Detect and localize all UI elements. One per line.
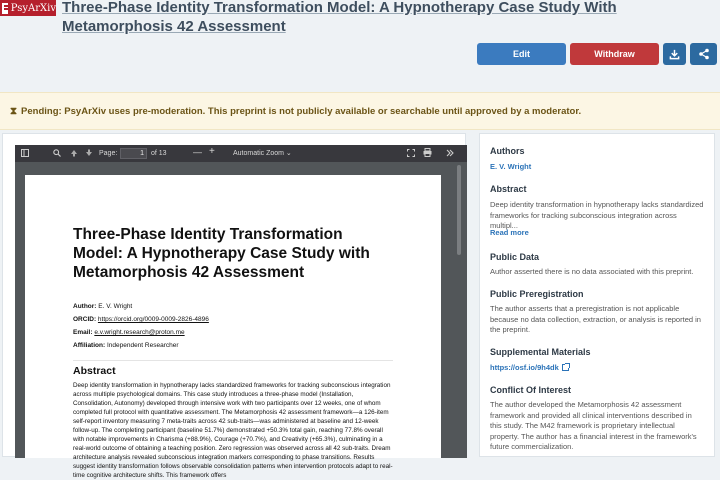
paper-abstract-body: Deep identity transformation in hypnotherapy lacks standardized frameworks for tracking subconscious integration across multiple psychological domains. This case study introduces a three-phase model (Installation, Consolidation, Autonomy) developed through intensive work with two participants over 12 weeks, one of whom completed full protocol with quantitative assessment. The Metamorphosis 42 assessment framework—a 126-item self-report inventory measuring 7 meta-traits across 42 sub-traits—was administered at baseline and 12-week follow-up. The completing participant (baseline 51.7%) demonstrated +50.3% total gain, reaching 77.8% overall with notable improvements in Charisma (+88.9%), Courage (+70.7%), and Creativity (+65.3%), culminating in a real-world outcome of obtaining a teaching position. Zero regression was observed across all 42 sub-traits. Dream architecture analysis revealed subconscious integration markers corresponding to phase transitions. Results suggest identity transformation follows observable consolidation patterns when intervention protocols adapt to real-time cognitive architecture shifts. This framework offers (73, 382, 393, 479)
email-label: Email: (73, 329, 93, 336)
email-line (73, 326, 393, 339)
pdf-panel (2, 133, 466, 479)
external-link-icon (562, 364, 569, 371)
zoom-in-button[interactable]: + (209, 146, 215, 157)
page-total: of 13 (151, 150, 167, 157)
conflict-heading: Conflict Of Interest (490, 385, 572, 395)
preprint-title: Three-Phase Identity Transformation Model: A Hypnotherapy Case Study With Metamorphosis 42 Assessment (62, 0, 617, 35)
author-link[interactable]: E. V. Wright (490, 162, 532, 171)
page-label: Page: (99, 150, 118, 157)
orcid-label: ORCID: (73, 316, 97, 323)
abstract-heading: Abstract (490, 184, 527, 194)
share-icon (698, 48, 710, 60)
logo-icon (2, 3, 8, 14)
print-icon[interactable] (423, 148, 432, 157)
fullscreen-icon[interactable] (407, 149, 415, 157)
chevron-down-icon: ⌄ (285, 150, 292, 157)
previous-page-icon[interactable] (70, 149, 78, 157)
supplemental-link-text: https://osf.io/9h4dk (490, 363, 559, 372)
preregistration-heading: Public Preregistration (490, 289, 584, 299)
zoom-out-button[interactable]: — (193, 147, 202, 157)
page-header (0, 0, 720, 82)
public-data-text: Author asserted there is no data associated with this preprint. (490, 267, 694, 276)
abstract-text: Deep identity transformation in hypnotherapy lacks standardized frameworks for tracking subconscious integration across multipl... (490, 200, 704, 230)
pending-notice-text: Pending: PsyArXiv uses pre-moderation. This preprint is not publicly available or searchable until approved by a moderator. (21, 105, 582, 117)
author-label: Author: (73, 303, 97, 310)
withdraw-button[interactable]: Withdraw (570, 43, 659, 65)
download-button[interactable] (663, 43, 686, 65)
pending-notice (0, 92, 720, 130)
public-data-heading: Public Data (490, 252, 540, 262)
affiliation-line (73, 339, 393, 352)
next-page-icon[interactable] (85, 149, 93, 157)
supplemental-link[interactable] (490, 363, 569, 372)
conflict-text: The author developed the Metamorphosis 42 assessment framework and provided all clinical interventions described in this study. The M42 framework is proprietary intellectual property. The author has a financial interest in the framework's future commercialization. (490, 400, 697, 451)
download-icon (669, 49, 680, 60)
orcid-link[interactable]: https://orcid.org/0009-0009-2826-4896 (97, 316, 209, 323)
page-number-input[interactable]: 1 (120, 148, 147, 159)
pdf-viewer (15, 145, 467, 479)
email-link[interactable]: e.v.wright.research@proton.me (94, 329, 185, 336)
more-tools-icon[interactable] (446, 149, 454, 157)
supplemental-heading: Supplemental Materials (490, 347, 591, 357)
affiliation-value: Independent Researcher (106, 342, 179, 349)
viewer-scrollbar[interactable] (457, 165, 461, 255)
preregistration-text: The author asserts that a preregistration is not applicable because no data collection, extraction, or analysis is reported in the preprint. (490, 304, 701, 334)
affiliation-label: Affiliation: (73, 342, 106, 349)
share-button[interactable] (690, 43, 717, 65)
paper-title: Three-Phase Identity Transformation Model: A Hypnotherapy Case Study with Metamorphosis 42 Assessment (73, 226, 370, 281)
pdf-toolbar (15, 145, 467, 162)
paper-meta (73, 300, 393, 352)
zoom-select-value: Automatic Zoom (233, 150, 284, 157)
hourglass-icon: ⧗ (10, 105, 18, 117)
search-icon[interactable] (53, 149, 61, 157)
sidebar-toggle-icon[interactable] (21, 149, 29, 157)
edit-button[interactable]: Edit (477, 43, 566, 65)
logo-text: PsyArXiv (10, 2, 56, 14)
authors-heading: Authors (490, 146, 525, 156)
pdf-page (25, 175, 441, 479)
author-value: E. V. Wright (98, 303, 133, 310)
author-line (73, 300, 393, 313)
metadata-sidebar (479, 133, 715, 457)
orcid-line (73, 313, 393, 326)
psyarxiv-logo[interactable] (0, 0, 56, 16)
paper-abstract-heading: Abstract (73, 360, 393, 377)
zoom-select[interactable] (233, 149, 292, 158)
read-more-link[interactable]: Read more (490, 228, 529, 237)
